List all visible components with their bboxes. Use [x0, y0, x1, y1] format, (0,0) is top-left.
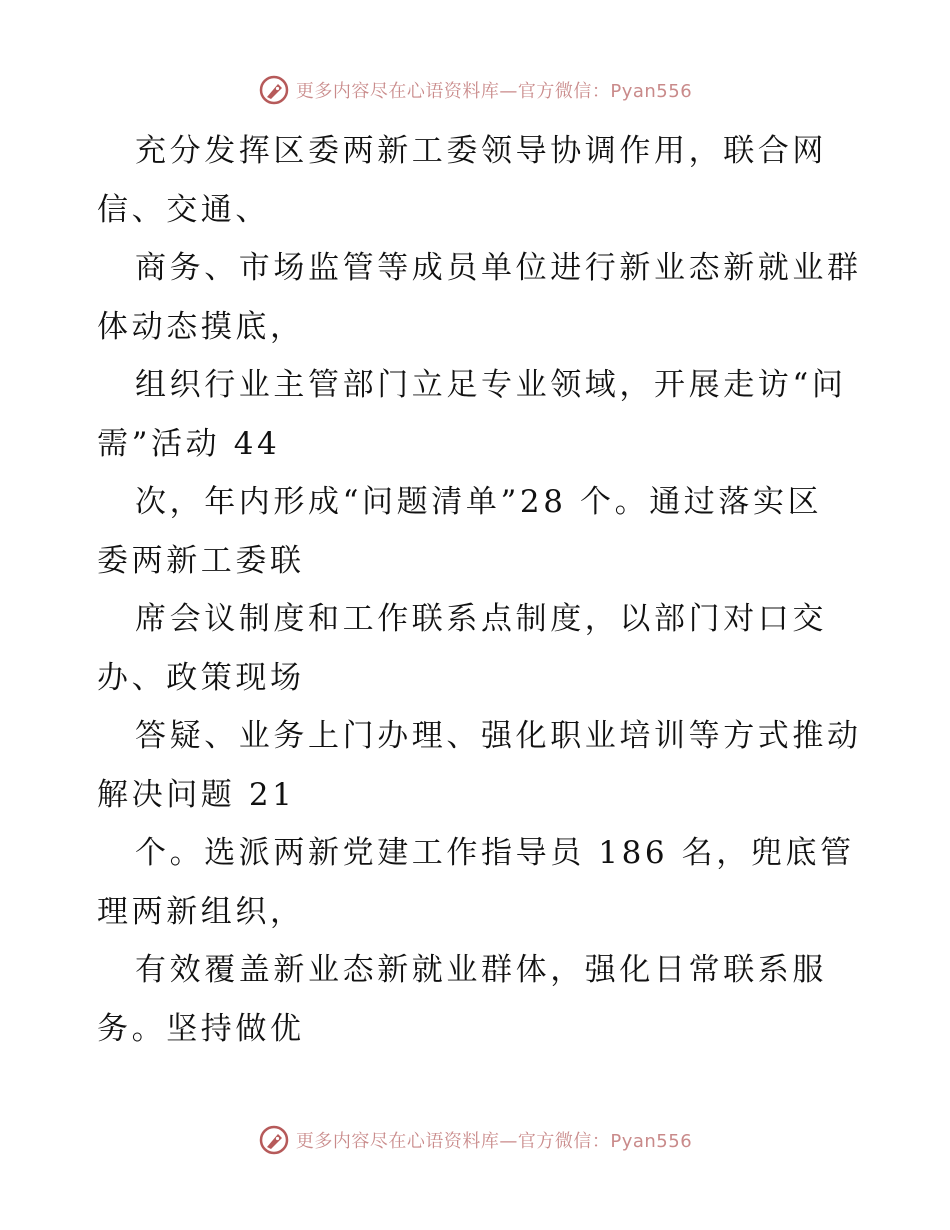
watermark-text: 更多内容尽在心语资料库—官方微信：Pyan556: [295, 81, 693, 102]
paragraph-line: 组织行业主管部门立足专业领域，开展走访“问: [135, 367, 847, 403]
pen-nib-circle-icon: [258, 1124, 290, 1156]
footer-watermark: [0, 1120, 950, 1160]
pen-nib-circle-icon: [258, 74, 290, 106]
paragraph-line: 委两新工委联: [97, 542, 305, 579]
paragraph-line: 需”活动 44: [97, 425, 281, 462]
paragraph-line: 商务、市场监管等成员单位进行新业态新就业群: [135, 250, 862, 286]
header-watermark: [0, 70, 950, 110]
paragraph-line: 席会议制度和工作联系点制度，以部门对口交: [135, 601, 827, 637]
paragraph-line: 次，年内形成“问题清单”28 个。通过落实区: [135, 484, 823, 520]
paragraph-line: 务。坚持做优: [97, 1010, 305, 1047]
paragraph-line: 体动态摸底，: [97, 308, 305, 345]
paragraph-line: 办、政策现场: [97, 659, 305, 696]
watermark-text: 更多内容尽在心语资料库—官方微信：Pyan556: [295, 1131, 693, 1152]
paragraph-line: 个。选派两新党建工作指导员 186 名，兜底管: [135, 835, 855, 871]
paragraph-line: 解决问题 21: [97, 776, 296, 813]
paragraph-line: 信、交通、: [97, 191, 270, 228]
paragraph-line: 充分发挥区委两新工委领导协调作用，联合网: [135, 133, 827, 169]
document-body: [97, 122, 867, 1058]
paragraph-line: 有效覆盖新业态新就业群体，强化日常联系服: [135, 952, 827, 988]
paragraph-line: 理两新组织，: [97, 893, 305, 930]
paragraph-line: 答疑、业务上门办理、强化职业培训等方式推动: [135, 718, 862, 754]
